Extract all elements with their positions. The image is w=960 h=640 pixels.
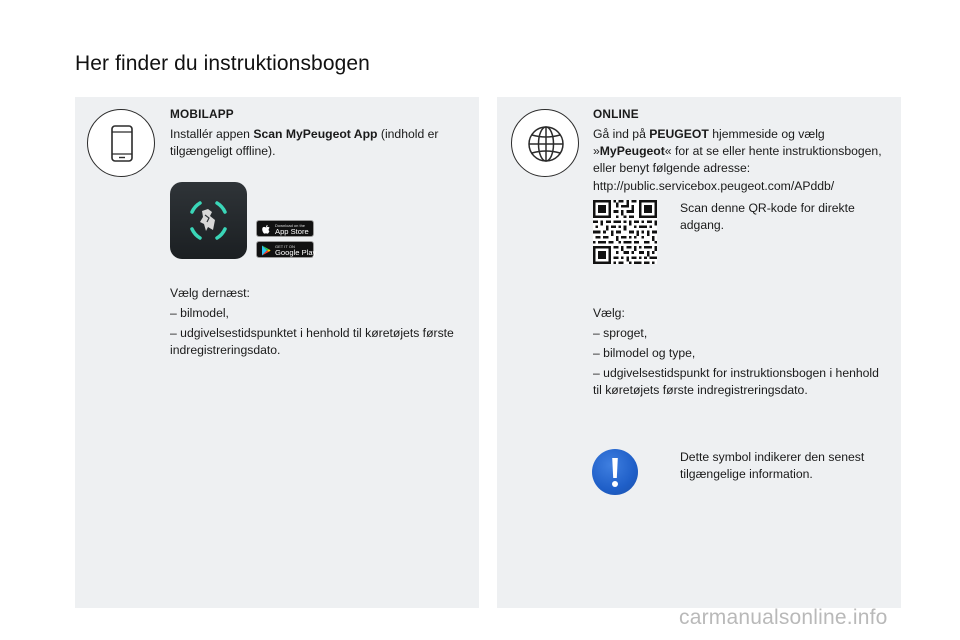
online-list-item: – sproget, <box>593 326 648 340</box>
page-title: Her finder du instruktionsbogen <box>75 52 370 75</box>
mobile-list-item: – udgivelsestidspunktet i henhold til køretøjets første indregistreringsdato. <box>170 326 454 357</box>
mobile-heading: MOBILAPP <box>170 107 234 121</box>
mobile-list-item: – bilmodel, <box>170 306 229 320</box>
info-symbol-text: Dette symbol indikerer den senest tilgængelige information. <box>680 450 865 481</box>
apple-icon <box>261 224 271 235</box>
online-heading: ONLINE <box>593 107 639 121</box>
online-list-item: – bilmodel og type, <box>593 346 696 360</box>
mobile-choose-label: Vælg dernæst: <box>170 286 250 300</box>
qr-code[interactable] <box>593 200 657 264</box>
online-intro: Gå ind på PEUGEOT hjemmeside og vælg »MyPeugeot« for at se eller hente instruktionsbogen, eller benyt følgende adresse: <box>593 127 882 175</box>
globe-icon <box>511 109 579 177</box>
exclamation-icon <box>592 449 638 495</box>
google-play-badge[interactable]: GET IT ON Google Play <box>256 241 314 258</box>
online-list-item: – udgivelsestidspunkt for instruktionsbogen i henhold til køretøjets første indregistreringsdato. <box>593 366 879 397</box>
watermark: carmanualsonline.info <box>679 606 888 629</box>
online-panel <box>497 97 901 608</box>
mobile-app-panel <box>75 97 479 608</box>
app-store-badge[interactable]: Download on the App Store <box>256 220 314 237</box>
peugeot-lion-app-icon[interactable] <box>170 182 247 259</box>
mobile-intro: Installér appen Scan MyPeugeot App (indhold er tilgængeligt offline). <box>170 127 439 158</box>
qr-caption: Scan denne QR-kode for direkte adgang. <box>680 201 855 232</box>
app-name: Scan MyPeugeot App <box>253 127 378 141</box>
smartphone-icon <box>87 109 155 177</box>
manual-url-link[interactable]: http://public.servicebox.peugeot.com/APddb/ <box>593 179 835 193</box>
google-play-icon <box>261 245 271 256</box>
online-choose-label: Vælg: <box>593 306 625 320</box>
